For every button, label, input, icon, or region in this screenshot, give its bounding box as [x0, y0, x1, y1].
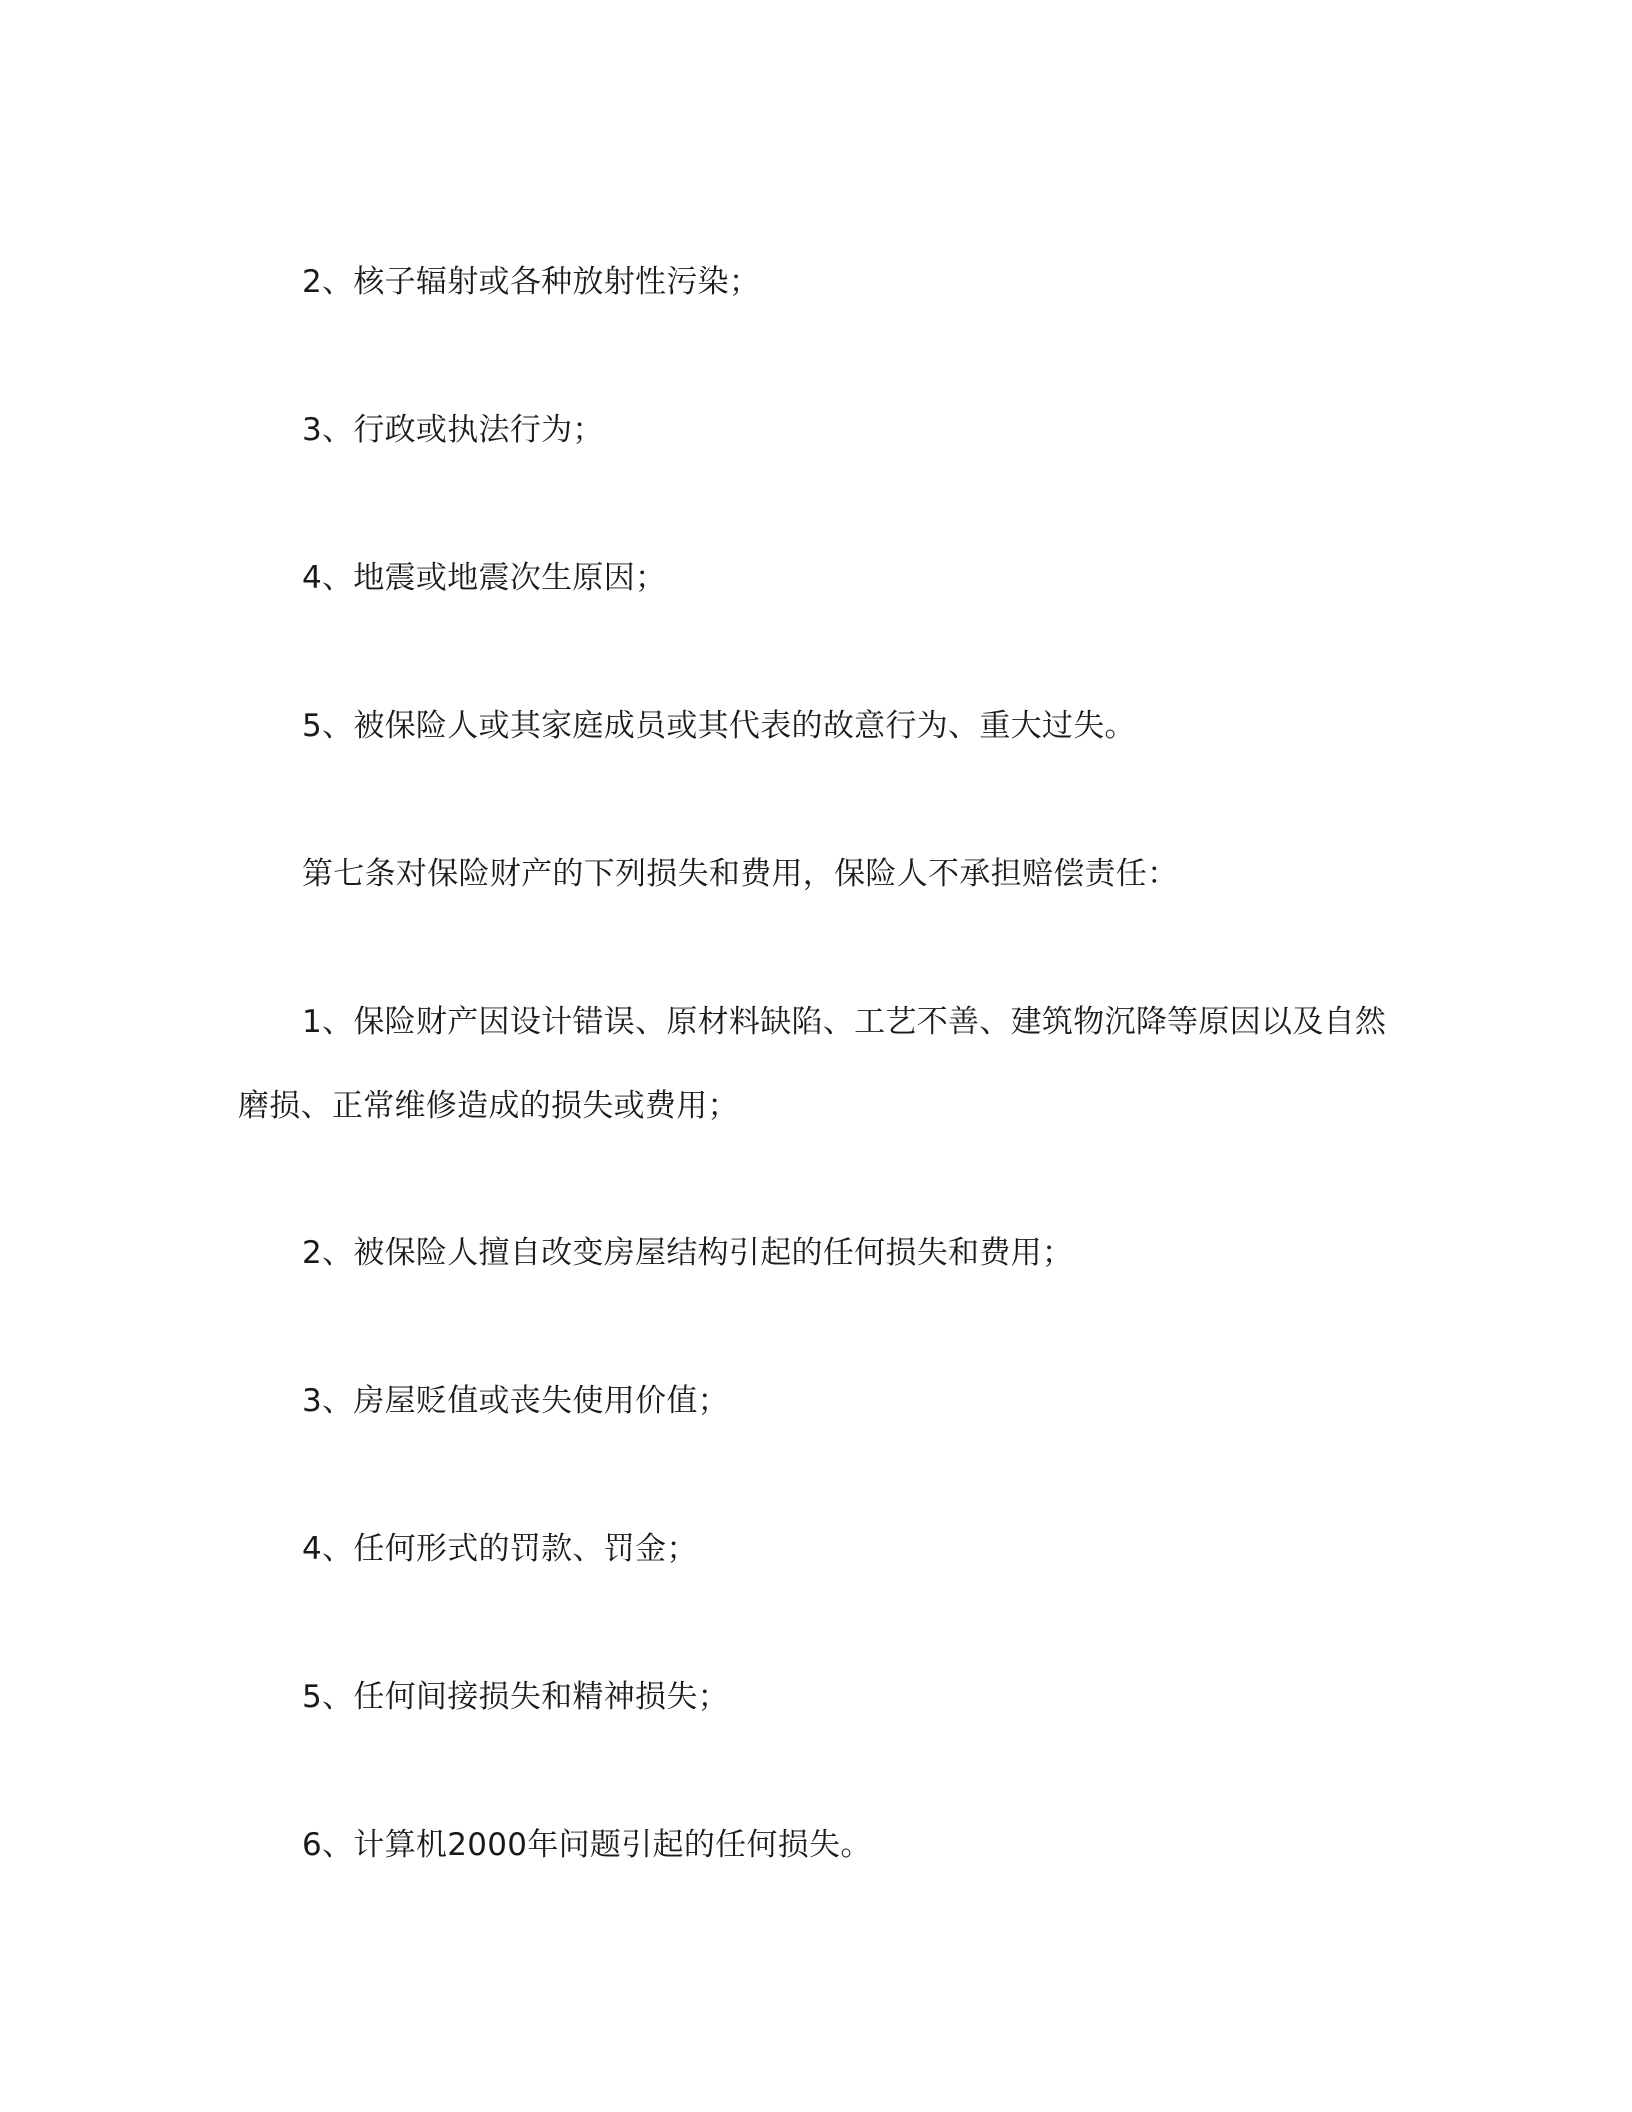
paragraph-exclusion-3: 3、房屋贬值或丧失使用价值； — [302, 1383, 729, 1419]
paragraph-exclusion-1: 1、保险财产因设计错误、原材料缺陷、工艺不善、建筑物沉降等原因以及自然磨损、正常维修造成的损失或费用； — [238, 1004, 1387, 1124]
paragraph-item-2: 2、核子辐射或各种放射性污染； — [302, 264, 761, 300]
paragraph-article-7: 第七条对保险财产的下列损失和费用，保险人不承担赔偿责任： — [302, 856, 1179, 892]
paragraph-item-4: 4、地震或地震次生原因； — [302, 560, 667, 596]
paragraph-exclusion-5: 5、任何间接损失和精神损失； — [302, 1679, 729, 1715]
paragraph-exclusion-4: 4、任何形式的罚款、罚金； — [302, 1531, 698, 1567]
paragraph-exclusion-6: 6、计算机2000年问题引起的任何损失。 — [302, 1827, 872, 1863]
paragraph-item-3: 3、行政或执法行为； — [302, 412, 604, 448]
paragraph-exclusion-2: 2、被保险人擅自改变房屋结构引起的任何损失和费用； — [302, 1235, 1074, 1271]
paragraph-item-5: 5、被保险人或其家庭成员或其代表的故意行为、重大过失。 — [302, 708, 1136, 744]
